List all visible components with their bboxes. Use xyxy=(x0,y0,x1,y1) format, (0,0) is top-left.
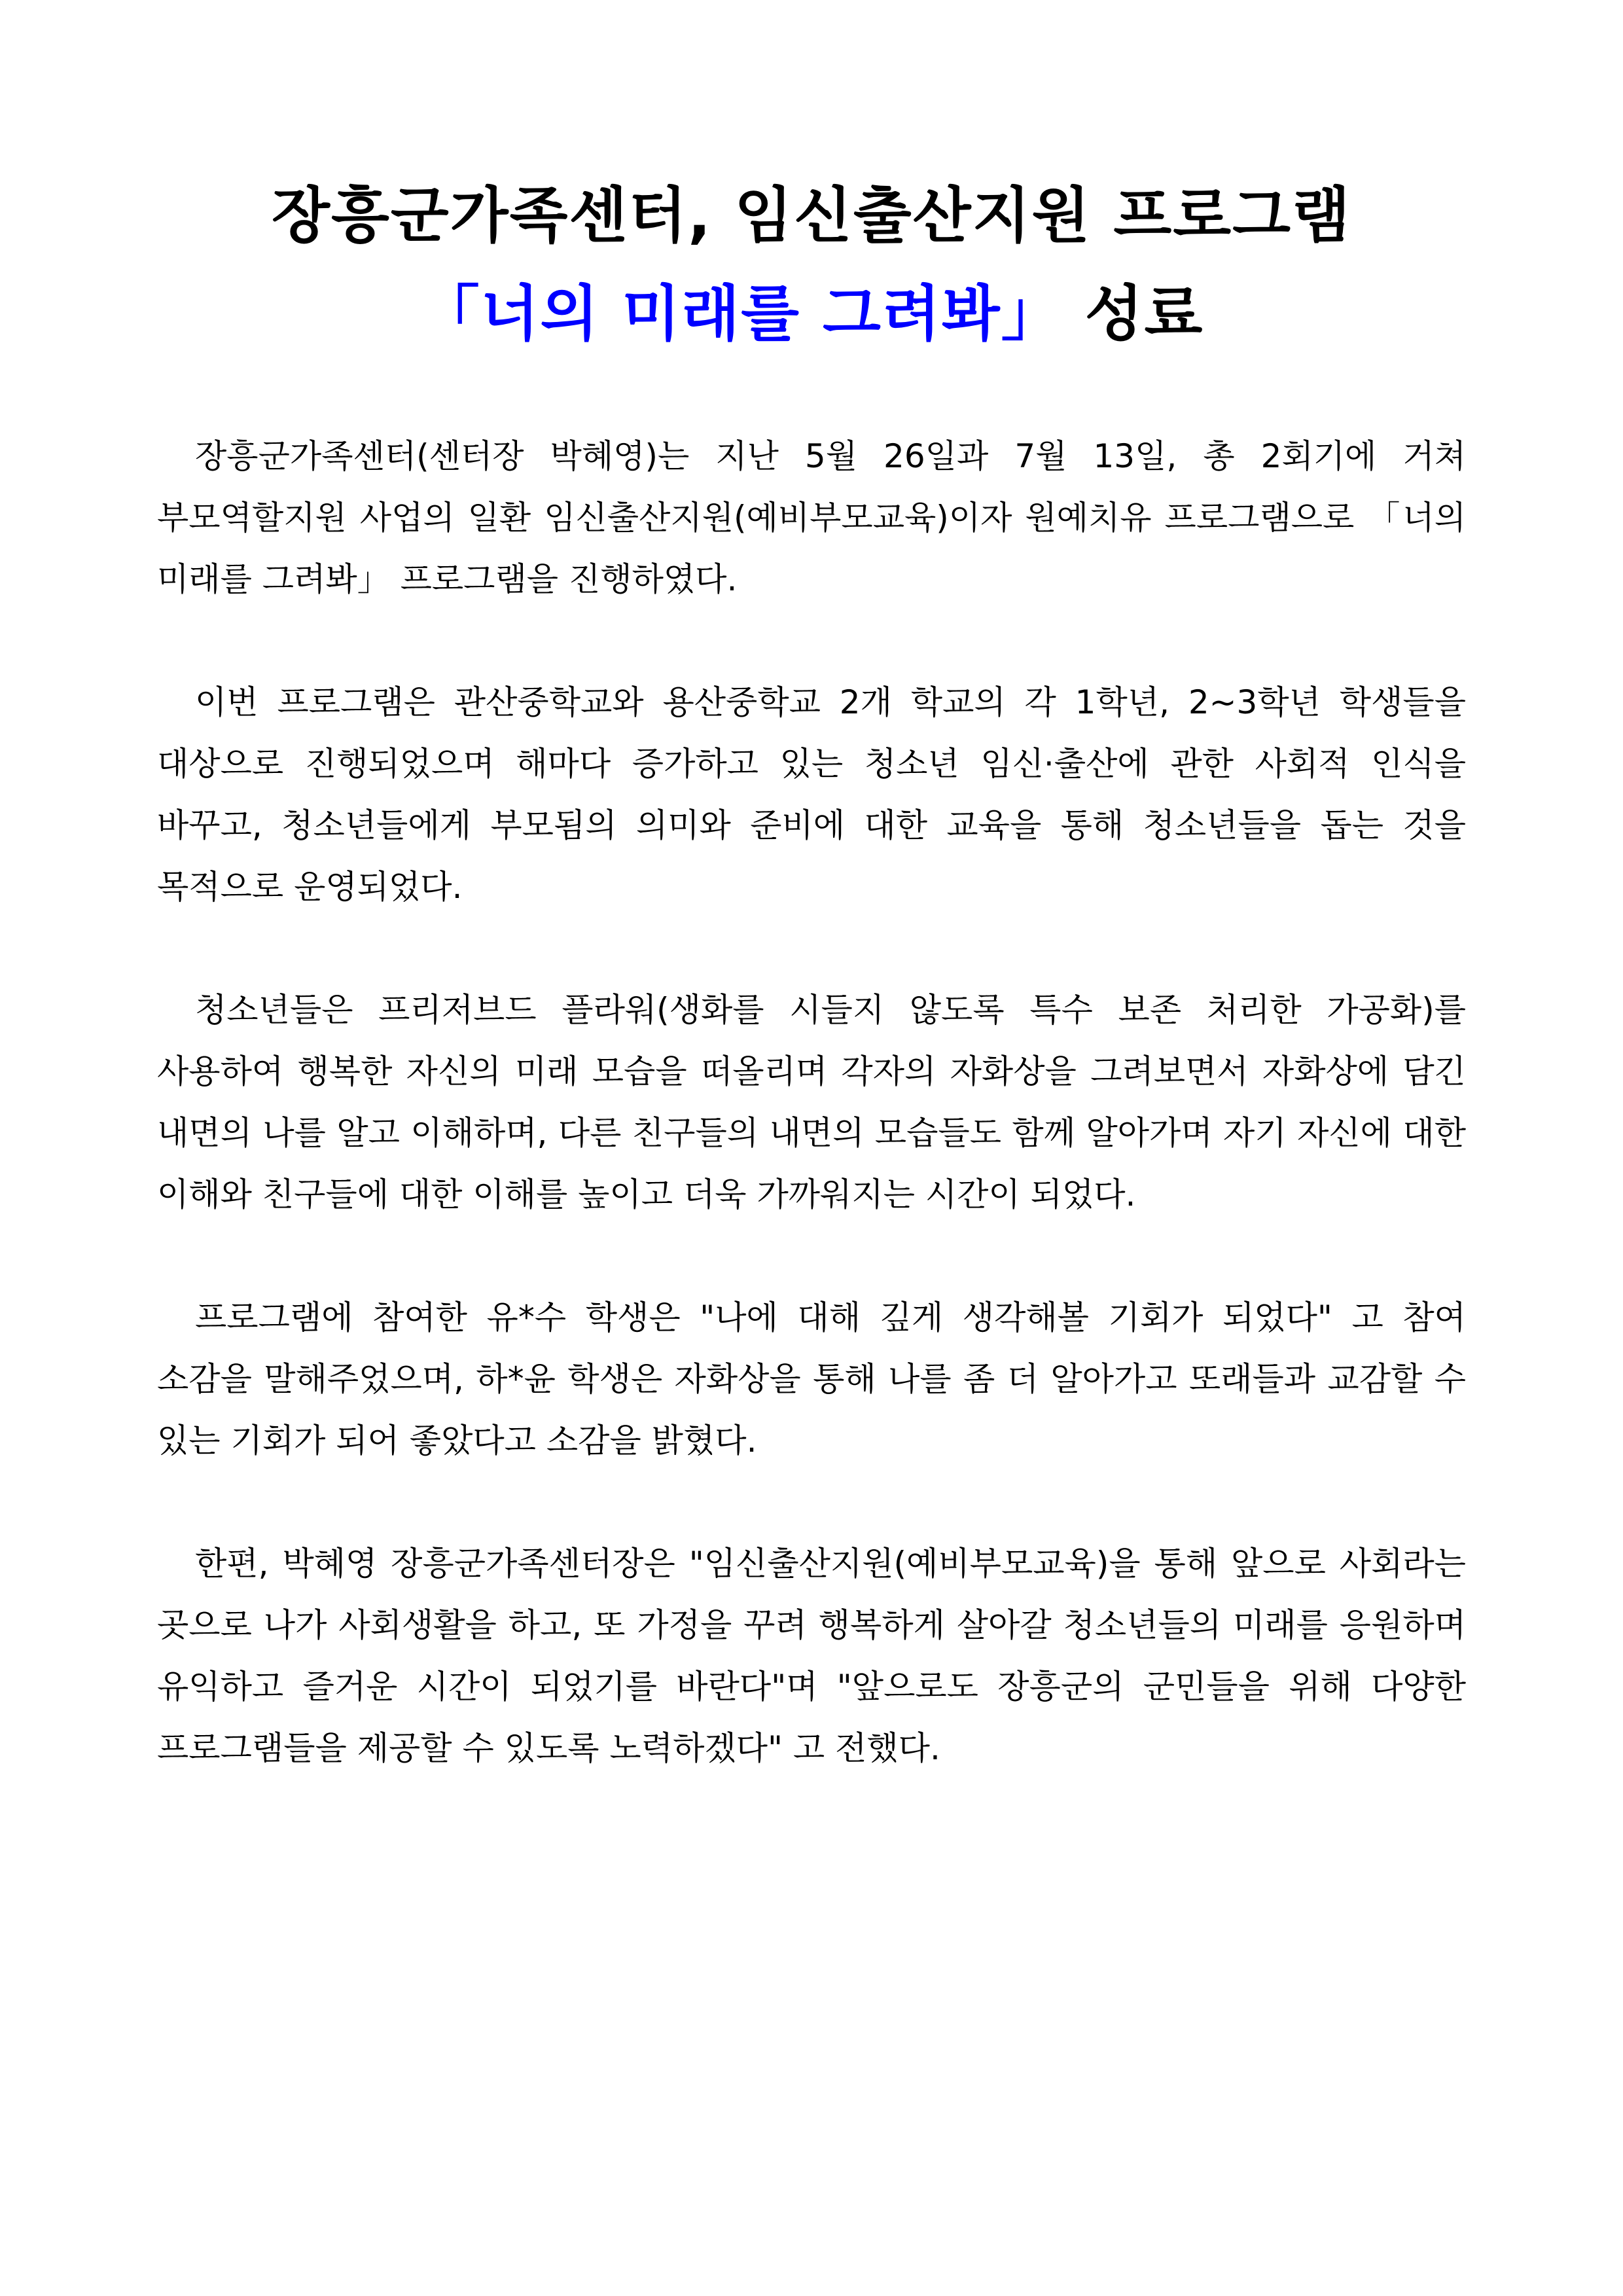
title-line-2 xyxy=(157,265,1466,363)
paragraph-2: 이번 프로그램은 관산중학교와 용산중학교 2개 학교의 각 1학년, 2~3학년 학생들을 대상으로 진행되었으며 해마다 증가하고 있는 청소년 임신·출산에 관한 사회적 인식을 바꾸고, 청소년들에게 부모됨의 의미와 준비에 대한 교육을 통해 청소년들을 돕는 것을 목적으로 운영되었다. xyxy=(157,683,1466,906)
paragraph-3: 청소년들은 프리저브드 플라워(생화를 시들지 않도록 특수 보존 처리한 가공화)를 사용하여 행복한 자신의 미래 모습을 떠올리며 각자의 자화상을 그려보면서 자화상에 담긴 내면의 나를 알고 이해하며, 다른 친구들의 내면의 모습들도 함께 알아가며 자기 자신에 대한 이해와 친구들에 대한 이해를 높이고 더욱 가까워지는 시간이 되었다. xyxy=(157,991,1466,1213)
article-body xyxy=(157,425,1466,1840)
title-line-1: 장흥군가족센터, 임신출산지원 프로그램 xyxy=(272,181,1351,251)
paragraph-4: 프로그램에 참여한 유*수 학생은 "나에 대해 깊게 생각해볼 기회가 되었다" 고 참여 소감을 말해주었으며, 하*윤 학생은 자화상을 통해 나를 좀 더 알아가고 또래들과 교감할 수 있는 기회가 되어 좋았다고 소감을 밝혔다. xyxy=(157,1299,1466,1460)
document-title xyxy=(157,167,1466,363)
paragraph-1: 장흥군가족센터(센터장 박혜영)는 지난 5월 26일과 7월 13일, 총 2회기에 거쳐 부모역할지원 사업의 일환 임신출산지원(예비부모교육)이자 원예치유 프로그램으로 「너의 미래를 그려봐」 프로그램을 진행하였다. xyxy=(157,437,1466,598)
title-program-name: 「너의 미래를 그려봐」 xyxy=(419,279,1063,349)
title-suffix: 성료 xyxy=(1062,279,1204,349)
paragraph-5: 한편, 박혜영 장흥군가족센터장은 "임신출산지원(예비부모교육)을 통해 앞으로 사회라는 곳으로 나가 사회생활을 하고, 또 가정을 꾸려 행복하게 살아갈 청소년들의 미래를 응원하며 유익하고 즐거운 시간이 되었기를 바란다"며 "앞으로도 장흥군의 군민들을 위해 다양한 프로그램들을 제공할 수 있도록 노력하겠다" 고 전했다. xyxy=(157,1545,1466,1767)
